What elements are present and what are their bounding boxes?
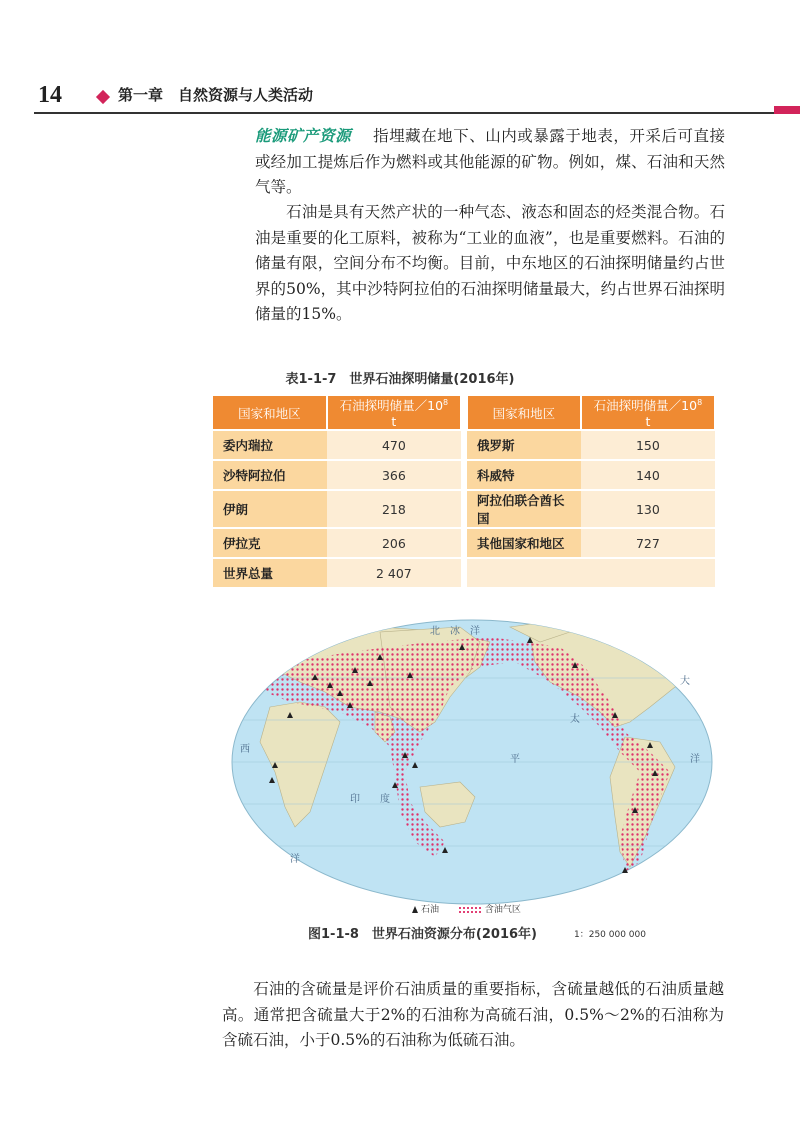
country-cell: 伊朗	[213, 490, 327, 528]
header-rule	[34, 112, 800, 114]
map-scale: 1：250 000 000	[574, 930, 646, 940]
page-header	[0, 78, 800, 118]
reserve-cell: 727	[581, 528, 715, 558]
reserve-cell: 150	[581, 430, 715, 460]
sulfur-paragraph	[222, 977, 724, 1054]
table-row	[213, 490, 715, 528]
term-definition: 指埋藏在地下、山内或暴露于地表，开采后可直接或经加工提炼后作为燃料或其他能源的矿物。例如，煤、石油和天然气等。	[255, 127, 725, 196]
label-southern: 洋	[290, 854, 300, 865]
empty-cell	[581, 558, 715, 587]
legend-area-label: 含油气区	[484, 905, 521, 915]
label-pacific-3: 洋	[690, 754, 700, 765]
header-reserve-right: 石油探明储量$/10^8$ t	[581, 396, 715, 430]
header-country-right: 国家和地区	[467, 396, 581, 430]
oil-paragraph-text: 石油是具有天然产状的一种气态、液态和固态的烃类混合物。石油是重要的化工原料，被称为“工业的血液”，也是重要燃料。石油的储量有限，空间分布不均衡。目前，中东地区的石油探明储量约占世界的50%，其中沙特阿拉伯的石油探明储量最大，约占世界石油探明储量的15%。	[255, 203, 725, 323]
label-indian-2: 度	[380, 794, 390, 805]
country-cell: 科威特	[467, 460, 581, 490]
chapter-title: 第一章 自然资源与人类活动	[118, 86, 314, 104]
reserve-cell: 130	[581, 490, 715, 528]
table-caption: 表1-1-7 世界石油探明储量(2016年)	[285, 372, 515, 387]
world-oil-map	[230, 612, 715, 907]
table-header-row	[213, 396, 715, 430]
map-legend	[412, 902, 521, 915]
reserve-cell: 2 407	[327, 558, 461, 587]
table-row	[213, 460, 715, 490]
diamond-icon	[96, 90, 110, 104]
intro-paragraph	[255, 124, 725, 201]
table-row	[213, 430, 715, 460]
country-cell: 委内瑞拉	[213, 430, 327, 460]
oil-field-icon	[412, 906, 418, 913]
empty-cell	[467, 558, 581, 587]
header-accent-bar	[774, 106, 800, 114]
reserve-cell: 206	[327, 528, 461, 558]
label-arctic: 北 冰 洋	[430, 626, 480, 637]
label-atlantic-east: 大	[680, 676, 690, 687]
label-pacific-2: 平	[510, 754, 520, 765]
figure-caption: 图1-1-8 世界石油资源分布(2016年)	[308, 927, 537, 942]
world-map-svg	[230, 612, 715, 907]
table-row-total	[213, 558, 715, 587]
oil-area-swatch	[458, 906, 482, 913]
country-cell: 其他国家和地区	[467, 528, 581, 558]
country-cell: 沙特阿拉伯	[213, 460, 327, 490]
page-number: 14	[38, 82, 62, 108]
reserve-cell: 218	[327, 490, 461, 528]
legend-field-label: 石油	[421, 905, 440, 915]
oil-reserves-table	[213, 396, 716, 587]
reserve-cell: 470	[327, 430, 461, 460]
country-cell: 世界总量	[213, 558, 327, 587]
country-cell: 阿拉伯联合酋长国	[467, 490, 581, 528]
reserve-cell: 140	[581, 460, 715, 490]
country-cell: 俄罗斯	[467, 430, 581, 460]
label-pacific-1: 太	[570, 714, 580, 725]
header-reserve-left: 石油探明储量$/10^8$ t	[327, 396, 461, 430]
term-energy-minerals: 能源矿产资源	[255, 127, 352, 145]
header-country-left: 国家和地区	[213, 396, 327, 430]
label-atlantic-west: 西	[240, 744, 250, 755]
country-cell: 伊拉克	[213, 528, 327, 558]
sulfur-paragraph-text: 石油的含硫量是评价石油质量的重要指标，含硫量越低的石油质量越高。通常把含硫量大于2%的石油称为高硫石油，0.5%～2%的石油称为含硫石油，小于0.5%的石油称为低硫石油。	[222, 980, 724, 1049]
label-indian-1: 印	[350, 794, 360, 805]
reserve-cell: 366	[327, 460, 461, 490]
table-row	[213, 528, 715, 558]
oil-paragraph	[255, 200, 725, 328]
